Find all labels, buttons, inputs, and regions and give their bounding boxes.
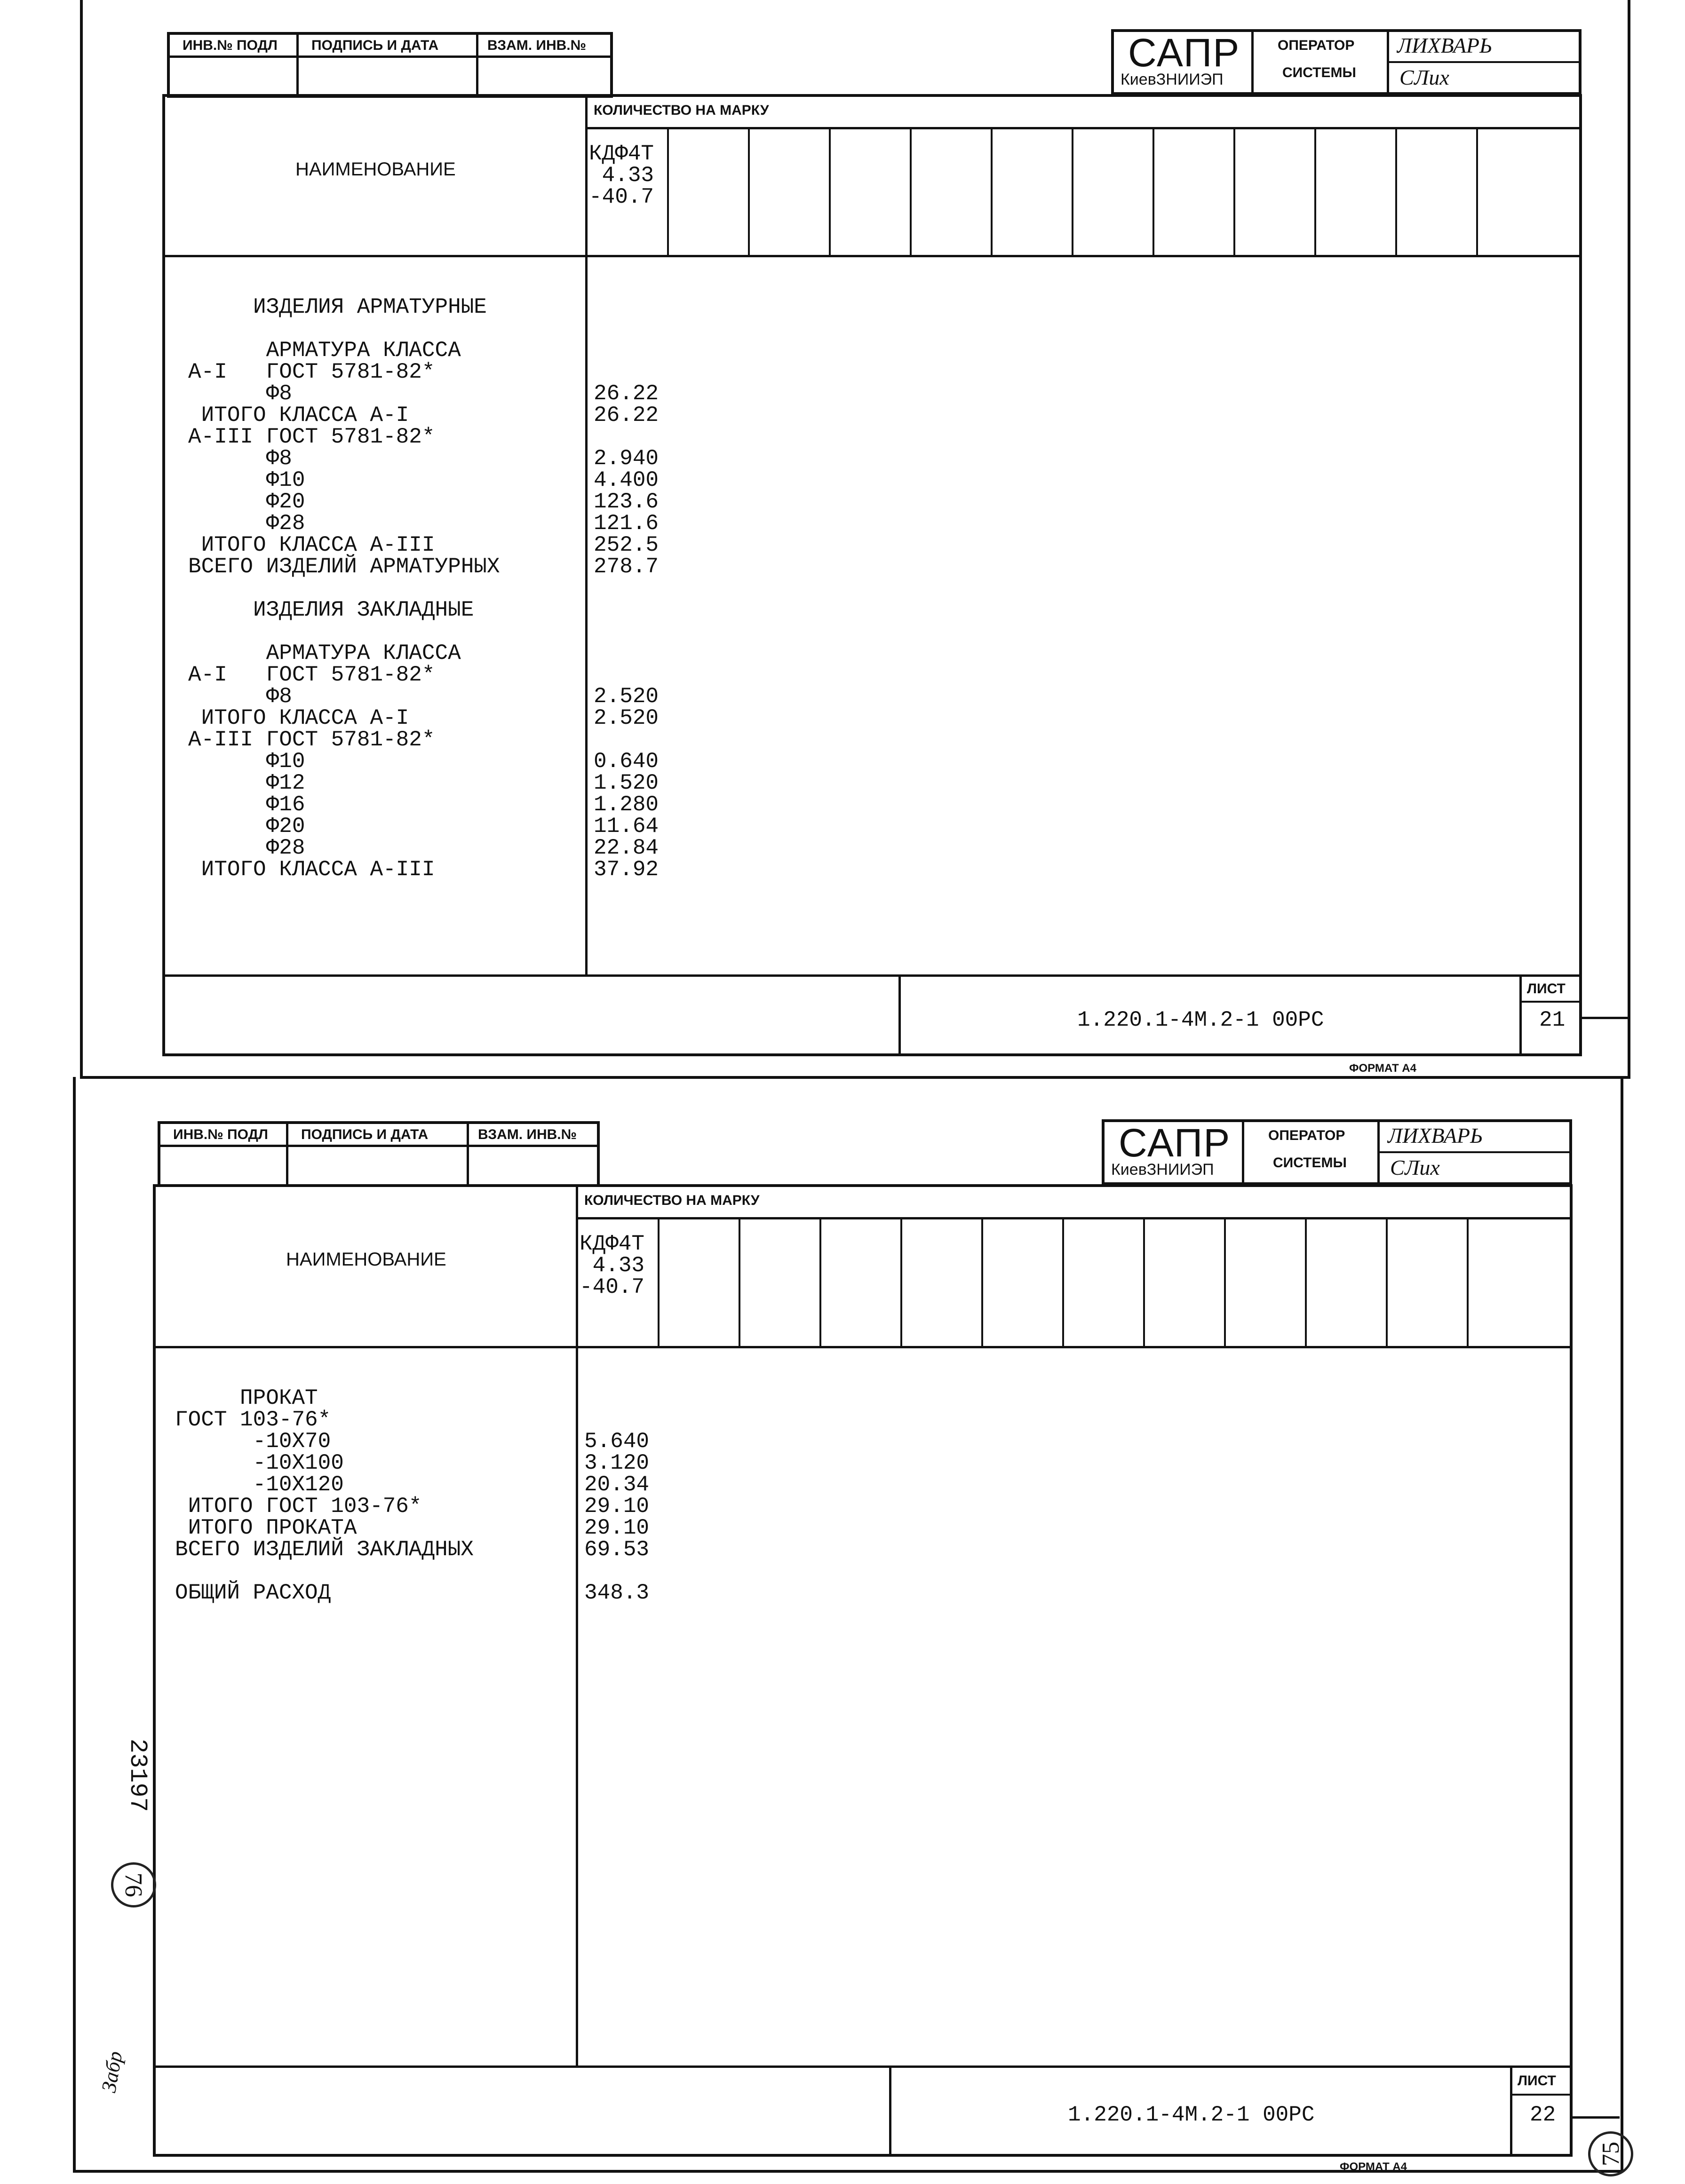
- qty-header: КОЛИЧЕСТВО НА МАРКУ: [594, 103, 769, 118]
- sapr-logo: САПР: [1128, 31, 1240, 75]
- row-value: 29.10: [584, 1516, 650, 1540]
- row-name: Ф16: [188, 792, 305, 817]
- doc-code-2: 1.220.1-4М.2-1 00РС: [1068, 2103, 1315, 2127]
- archive-number: 23197: [124, 1738, 152, 1812]
- row-name: ИТОГО КЛАССА А-III: [188, 533, 435, 557]
- row-name: Ф28: [188, 836, 305, 860]
- row-name: Ф8: [188, 381, 292, 406]
- row-value: 26.22: [594, 403, 659, 427]
- row-value: [584, 1387, 725, 1409]
- row-name: Ф12: [188, 771, 305, 795]
- format-label-2: ФОРМАТ А4: [1340, 2160, 1407, 2173]
- row-value: 123.6: [594, 490, 659, 514]
- row-value: 2.940: [594, 446, 659, 471]
- row-value: 3.120: [584, 1451, 650, 1475]
- row-name: АРМАТУРА КЛАССА: [188, 338, 461, 363]
- row-name: А-I ГОСТ 5781-82*: [188, 663, 435, 687]
- sheet-label-2: ЛИСТ: [1518, 2073, 1556, 2089]
- main-table-2: [153, 1184, 1573, 2157]
- row-value: [584, 1409, 725, 1431]
- operator-label-l1-2: ОПЕРАТОР: [1268, 1128, 1345, 1143]
- operator-label-l2-2: СИСТЕМЫ: [1273, 1155, 1347, 1171]
- row-name: [175, 1560, 561, 1582]
- row-value: 121.6: [594, 511, 659, 536]
- mark-l2-2: 4.33: [580, 1253, 645, 1278]
- row-value: 5.640: [584, 1429, 650, 1454]
- circle-76-text: 76: [120, 1873, 147, 1897]
- row-value: 29.10: [584, 1494, 650, 1519]
- inv-podl-label: ИНВ.№ ПОДЛ: [183, 38, 278, 53]
- row-value: 69.53: [584, 1537, 650, 1562]
- row-name: Ф10: [188, 468, 305, 492]
- row-value: [584, 1366, 725, 1387]
- podpis-label-2: ПОДПИСЬ И ДАТА: [301, 1127, 429, 1142]
- row-name: ИЗДЕЛИЯ ЗАКЛАДНЫЕ: [188, 598, 474, 622]
- vzam-label: ВЗАМ. ИНВ.№: [487, 38, 587, 53]
- mark-l1: КДФ4Т: [589, 142, 654, 166]
- operator-signature: СЛих: [1399, 65, 1449, 89]
- operator-label-l1: ОПЕРАТОР: [1278, 38, 1355, 53]
- row-name: -10Х120: [175, 1472, 344, 1497]
- doc-code-1: 1.220.1-4М.2-1 00РС: [1077, 1008, 1324, 1032]
- name-header-2: НАИМЕНОВАНИЕ: [286, 1249, 446, 1270]
- row-value: 11.64: [594, 814, 659, 839]
- org-name-2: КиевЗНИИЭП: [1111, 1161, 1214, 1179]
- row-name: ПРОКАТ: [175, 1386, 318, 1410]
- row-value: 1.280: [594, 792, 659, 817]
- row-name: Ф28: [188, 511, 305, 536]
- sapr-logo-2: САПР: [1119, 1121, 1231, 1165]
- inv-podl-label-2: ИНВ.№ ПОДЛ: [173, 1127, 268, 1142]
- operator-signature-2: СЛих: [1390, 1155, 1440, 1179]
- page-number-circle-75: [1588, 2131, 1633, 2176]
- row-name: ИТОГО КЛАССА А-III: [188, 857, 435, 882]
- row-name: ИТОГО КЛАССА А-I: [188, 706, 409, 730]
- row-name: А-III ГОСТ 5781-82*: [188, 425, 435, 449]
- row-name: ГОСТ 103-76*: [175, 1408, 331, 1432]
- mark-l1-2: КДФ4Т: [580, 1232, 645, 1256]
- row-name: ИТОГО ГОСТ 103-76*: [175, 1494, 422, 1519]
- row-name: А-III ГОСТ 5781-82*: [188, 728, 435, 752]
- operator-name: ЛИХВАРЬ: [1397, 33, 1493, 57]
- row-value: 252.5: [594, 533, 659, 557]
- row-value: 20.34: [584, 1472, 650, 1497]
- operator-label-l2: СИСТЕМЫ: [1282, 65, 1356, 80]
- circle-75-text: 75: [1597, 2142, 1624, 2166]
- row-name: ВСЕГО ИЗДЕЛИЙ АРМАТУРНЫХ: [188, 554, 500, 579]
- row-value: 4.400: [594, 468, 659, 492]
- row-name: -10Х70: [175, 1429, 331, 1454]
- row-name: [175, 1366, 561, 1387]
- mark-l2: 4.33: [589, 163, 654, 188]
- values-column-2: [584, 1366, 725, 1604]
- sheet-number-2: 22: [1530, 2103, 1556, 2127]
- row-value: 1.520: [594, 771, 659, 795]
- row-value: 278.7: [594, 554, 659, 579]
- row-name: -10Х100: [175, 1451, 344, 1475]
- row-name: АРМАТУРА КЛАССА: [188, 641, 461, 665]
- row-name: А-I ГОСТ 5781-82*: [188, 360, 435, 384]
- row-name: Ф20: [188, 814, 305, 839]
- mark-l3: -40.7: [589, 185, 654, 209]
- row-value: 22.84: [594, 836, 659, 860]
- podpis-label: ПОДПИСЬ И ДАТА: [311, 38, 439, 53]
- row-value: 348.3: [584, 1581, 650, 1605]
- row-name: ОБЩИЙ РАСХОД: [175, 1581, 331, 1605]
- sheet-label-1: ЛИСТ: [1527, 981, 1566, 997]
- row-name: ВСЕГО ИЗДЕЛИЙ ЗАКЛАДНЫХ: [175, 1537, 474, 1562]
- row-value: 2.520: [594, 706, 659, 730]
- row-value: 37.92: [594, 857, 659, 882]
- row-value: 2.520: [594, 684, 659, 709]
- mark-l3-2: -40.7: [580, 1275, 645, 1299]
- operator-name-2: ЛИХВАРЬ: [1388, 1124, 1483, 1147]
- row-value: 26.22: [594, 381, 659, 406]
- format-label-1: ФОРМАТ А4: [1349, 1062, 1416, 1075]
- row-name: ИЗДЕЛИЯ АРМАТУРНЫЕ: [188, 295, 487, 319]
- vzam-label-2: ВЗАМ. ИНВ.№: [478, 1127, 577, 1142]
- margin-note: Забр: [97, 2049, 127, 2095]
- name-header: НАИМЕНОВАНИЕ: [295, 159, 456, 180]
- qty-header-2: КОЛИЧЕСТВО НА МАРКУ: [584, 1193, 760, 1208]
- row-name: Ф20: [188, 490, 305, 514]
- row-name: Ф8: [188, 684, 292, 709]
- page-number-circle-76: [111, 1862, 156, 1907]
- sheet-number-1: 21: [1539, 1008, 1566, 1032]
- row-name: Ф8: [188, 446, 292, 471]
- org-name: КиевЗНИИЭП: [1121, 71, 1224, 88]
- row-value: [584, 1560, 725, 1582]
- row-name: Ф10: [188, 749, 305, 774]
- row-name: ИТОГО КЛАССА А-I: [188, 403, 409, 427]
- names-column-2: [175, 1366, 561, 1604]
- row-name: ИТОГО ПРОКАТА: [175, 1516, 357, 1540]
- row-value: 0.640: [594, 749, 659, 774]
